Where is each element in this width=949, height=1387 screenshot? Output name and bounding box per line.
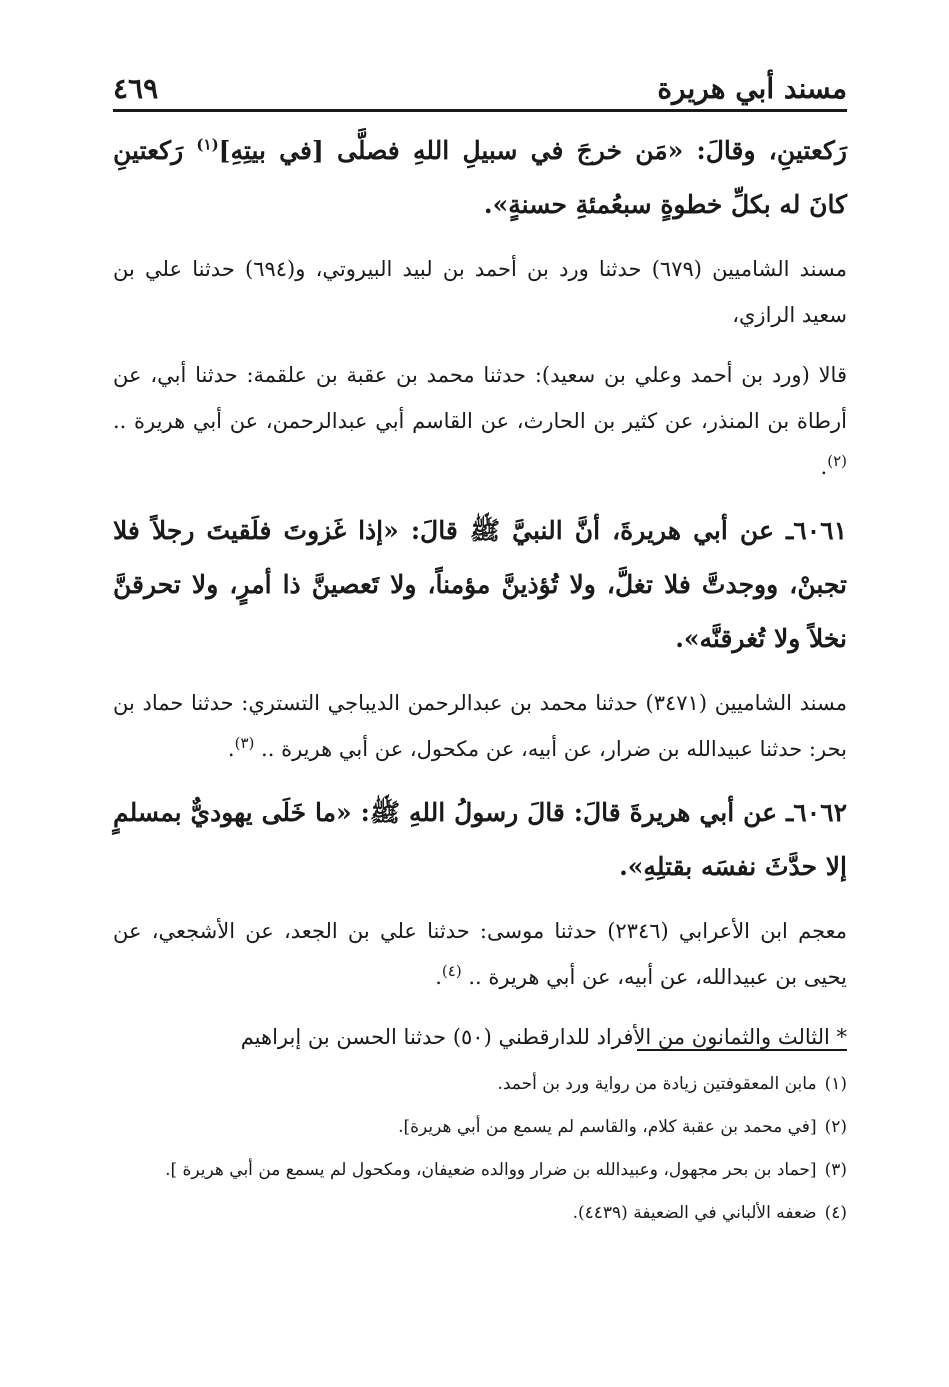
footnote-number: (٢) (824, 1117, 847, 1137)
page-number: ٤٦٩ (113, 72, 159, 105)
source-citation (113, 1014, 847, 1060)
source-text: * الثالث والثمانون من الأفراد للدارقطني (٥٠) حدثنا الحسن بن إبراهيم (240, 1025, 847, 1049)
hadith-text-part: رَكعتينِ، وقالَ: «مَن خرجَ في سبيلِ اللهِ فصلَّى [في بيتِهِ] (218, 136, 847, 165)
hadith-6062 (113, 786, 847, 894)
footnote-item (113, 1068, 847, 1101)
source-text-part: قالا (ورد بن أحمد وعلي بن سعيد): حدثنا محمد بن عقبة بن علقمة: حدثنا أبي، عن أرطاة بن المنذر، عن كثير بن الحارث، عن القاسم أبي عبدالرحمن، عن أبي هريرة .. (113, 363, 847, 433)
footnote-number: (٣) (824, 1160, 847, 1180)
running-title: مسند أبي هريرة (657, 72, 847, 105)
source-text-part: . (435, 965, 442, 989)
hadith-text-part: رَكعتينِ كانَ له بكلِّ خطوةٍ سبعُمئةِ حسنةٍ». (113, 136, 847, 219)
footnote-text: مابن المعقوفتين زيادة من رواية ورد بن أحمد. (497, 1074, 817, 1094)
source-text: مسند الشاميين (٦٧٩) حدثنا ورد بن أحمد بن لبيد البيروتي، و(٦٩٤) حدثنا علي بن سعيد الرازي، (113, 257, 847, 327)
source-citation (113, 908, 847, 1000)
footnote-item (113, 1154, 847, 1187)
page-body (113, 124, 847, 1074)
footnote-ref: (٣) (234, 734, 255, 752)
hadith-text: ٦٠٦١ـ عن أبي هريرةَ، أنَّ النبيَّ ﷺ قالَ: «إذا غَزوتَ فلَقيتَ رجلاً فلا تجبنْ، ووجدتَّ فلا تغلَّ، ولا تُؤذينَّ مؤمناً، ولا تَعصينَّ ذا أمرٍ، ولا تحرقنَّ نخلاً ولا تُغرقنَّه». (113, 516, 847, 653)
source-text-part: . (820, 455, 828, 479)
source-citation (113, 680, 847, 772)
isnad-chain (113, 352, 847, 490)
footnote-text: [في محمد بن عقبة كلام، والقاسم لم يسمع من أبي هريرة]. (398, 1117, 817, 1137)
footnote-text: ضعفه الألباني في الضعيفة (٤٤٣٩). (572, 1203, 817, 1223)
footnote-ref: (٤) (441, 962, 462, 980)
footnote-divider (637, 1049, 847, 1051)
footnote-number: (٤) (824, 1203, 847, 1223)
footnote-number: (١) (824, 1074, 847, 1094)
footnote-text: [حماد بن بحر مجهول، وعبيدالله بن ضرار ووالده ضعيفان، ومكحول لم يسمع من أبي هريرة ]. (165, 1160, 817, 1180)
hadith-text: ٦٠٦٢ـ عن أبي هريرةَ قالَ: قالَ رسولُ اللهِ ﷺ: «ما خَلَى يهوديٌّ بمسلمٍ إلا حدَّثَ نفسَه بقتلِهِ». (113, 798, 847, 881)
footnote-item (113, 1197, 847, 1230)
source-text-part: معجم ابن الأعرابي (٢٣٤٦) حدثنا موسى: حدثنا علي بن الجعد، عن الأشجعي، عن يحيى بن عبيدالله، عن أبيه، عن أبي هريرة .. (113, 919, 847, 989)
footnote-item (113, 1111, 847, 1144)
footnote-ref: (٢) (827, 452, 847, 470)
hadith-6061 (113, 504, 847, 666)
source-citation (113, 246, 847, 338)
footnote-ref: (١) (196, 135, 219, 154)
hadith-continuation (113, 124, 847, 232)
source-text-part: مسند الشاميين (٣٤٧١) حدثنا محمد بن عبدالرحمن الديباجي التستري: حدثنا حماد بن بحر: حدثنا عبيدالله بن ضرار، عن أبيه، عن مكحول، عن أبي هريرة .. (113, 691, 847, 761)
footnotes (113, 1068, 847, 1240)
source-text-part: . (227, 737, 235, 761)
page-header (113, 62, 847, 112)
